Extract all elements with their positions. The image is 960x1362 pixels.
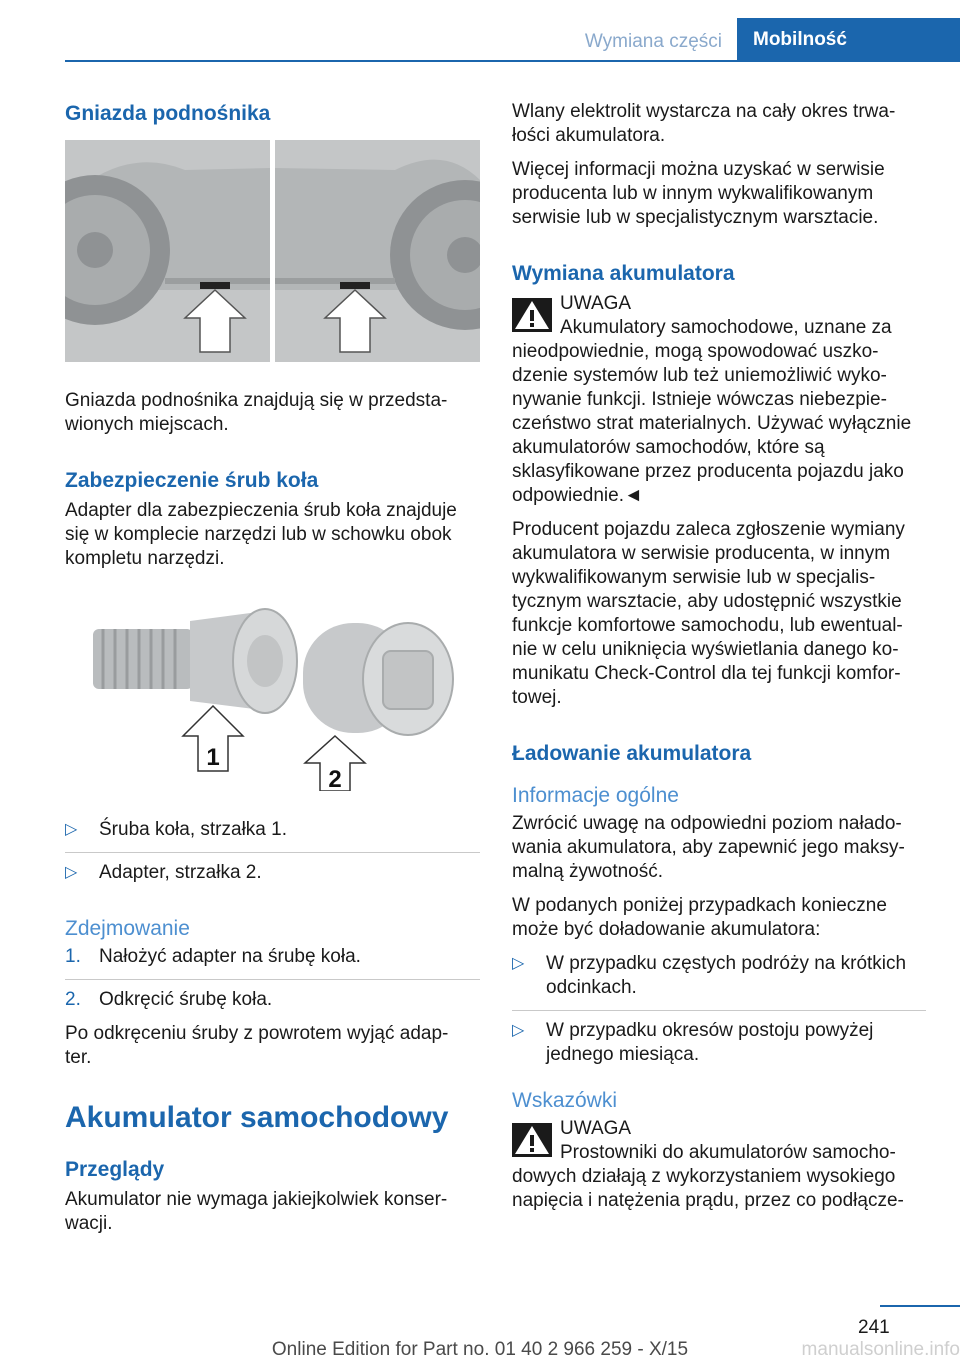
header-chapter-tab: Mobilność bbox=[737, 18, 960, 62]
wheel-lock-text: Adapter dla zabezpieczenia śrub koła znajduje się w komplecie narzędzi lub w schowku obok kompletu narzędzi. bbox=[65, 500, 457, 569]
electrolyte-text: Wlany elektrolit wystarcza na cały okres trwa- łości akumulatora. bbox=[512, 101, 896, 146]
figure-label-1: 1 bbox=[206, 744, 220, 771]
page-number: 241 bbox=[858, 1317, 890, 1338]
charging-cases-text: W podanych poniżej przypadkach konieczne może być doładowanie akumulatora: bbox=[512, 895, 887, 940]
warning-first-line: Akumulatory samochodowe, uznane za bbox=[560, 317, 892, 338]
footer-rule bbox=[880, 1305, 960, 1307]
figure-label-2: 2 bbox=[328, 766, 342, 791]
heading-maintenance: Przeglądy bbox=[65, 1158, 165, 1181]
watermark: manualsonline.info bbox=[801, 1339, 960, 1360]
edition-footer: Online Edition for Part no. 01 40 2 966 259 - X/15 bbox=[271, 1339, 689, 1360]
jack-points-text: Gniazda podnośnika znajdują się w przedsta- wionych miejscach. bbox=[65, 390, 448, 435]
warning-block-1 bbox=[512, 292, 926, 508]
heading-general-info: Informacje ogólne bbox=[512, 784, 679, 807]
list-item: 1. Nałożyć adapter na śrubę koła. bbox=[65, 946, 361, 967]
warning-text: dowych działają z wykorzystaniem wysokiego napięcia i natężenia prądu, przez co podłącze- bbox=[512, 1166, 904, 1211]
removal-steps bbox=[65, 945, 480, 1012]
maintenance-text: Akumulator nie wymaga jakiejkolwiek konser- wacji. bbox=[65, 1189, 448, 1234]
warning-icon bbox=[512, 1123, 552, 1157]
left-column bbox=[65, 100, 480, 1246]
recommendation-text: Producent pojazdu zaleca zgłoszenie wymiany akumulatora w serwisie producenta, w innym wykwalifikowanym serwisie lub w specjalis- tycznym warsztacie, aby udostępnić wszystkie funkcje komfortowe samochodu, lub ewentual- nie w celu uniknięcia wyświetlania danego ko- munikatu Check-Control dla tej funkcji komfor- towej. bbox=[512, 519, 905, 708]
general-info-text: Zwrócić uwagę na odpowiedni poziom nałado- wania akumulatora, aby zapewnić jego maksy- malną żywotność. bbox=[512, 813, 905, 882]
warning-icon bbox=[512, 298, 552, 332]
warning-block-2 bbox=[512, 1117, 926, 1213]
triangle-bullet-icon: ▷ bbox=[65, 821, 78, 838]
wheel-lock-list bbox=[65, 818, 480, 885]
right-column bbox=[512, 100, 926, 1223]
list-item: ▷ Adapter, strzałka 2. bbox=[65, 862, 262, 883]
heading-wheel-lock: Zabezpieczenie śrub koła bbox=[65, 469, 319, 492]
jack-points-figure bbox=[65, 140, 480, 369]
warning-title: UWAGA bbox=[560, 1118, 632, 1139]
wheel-lock-image bbox=[65, 601, 480, 791]
triangle-bullet-icon: ▷ bbox=[65, 864, 78, 881]
list-item: ▷ Śruba koła, strzałka 1. bbox=[65, 819, 287, 840]
wheel-lock-figure bbox=[65, 601, 480, 798]
warning-title: UWAGA bbox=[560, 293, 632, 314]
removal-text: Po odkręceniu śruby z powrotem wyjąć adap- ter. bbox=[65, 1023, 449, 1068]
triangle-bullet-icon: ▷ bbox=[512, 955, 525, 972]
header-section-title: Wymiana części bbox=[584, 31, 722, 52]
heading-battery-charging: Ładowanie akumulatora bbox=[512, 742, 752, 765]
heading-car-battery: Akumulator samochodowy bbox=[65, 1101, 449, 1134]
heading-tips: Wskazówki bbox=[512, 1089, 618, 1112]
list-item: 2. Odkręcić śrubę koła. bbox=[65, 989, 273, 1010]
heading-battery-replacement: Wymiana akumulatora bbox=[512, 262, 735, 285]
list-item: ▷ W przypadku częstych podróży na krótkich odcinkach. bbox=[512, 953, 907, 998]
service-info-text: Więcej informacji można uzyskać w serwisie producenta lub w innym wykwalifikowanym serwisie lub w specjalistycznym warsztacie. bbox=[512, 159, 885, 228]
heading-jack-points: Gniazda podnośnika bbox=[65, 102, 271, 125]
charging-cases-list bbox=[512, 952, 926, 1067]
triangle-bullet-icon: ▷ bbox=[512, 1022, 525, 1039]
list-item: ▷ W przypadku okresów postoju powyżej jednego miesiąca. bbox=[512, 1020, 874, 1065]
header-rule bbox=[65, 60, 960, 62]
heading-removal: Zdejmowanie bbox=[65, 917, 190, 940]
warning-text: nieodpowiednie, mogą spowodować uszko- dzenie systemów lub też uniemożliwić wyko- nywanie funkcji. Istnieje wówczas niebezpie- czeństwo strat materialnych. Używać wyłącznie akumulatorów samochodów, które są sklasyfikowane przez producenta pojazdu jako odpowiednie.◄ bbox=[512, 341, 912, 506]
jack-points-image bbox=[65, 140, 480, 362]
warning-first-line: Prostowniki do akumulatorów samocho- bbox=[560, 1142, 896, 1163]
